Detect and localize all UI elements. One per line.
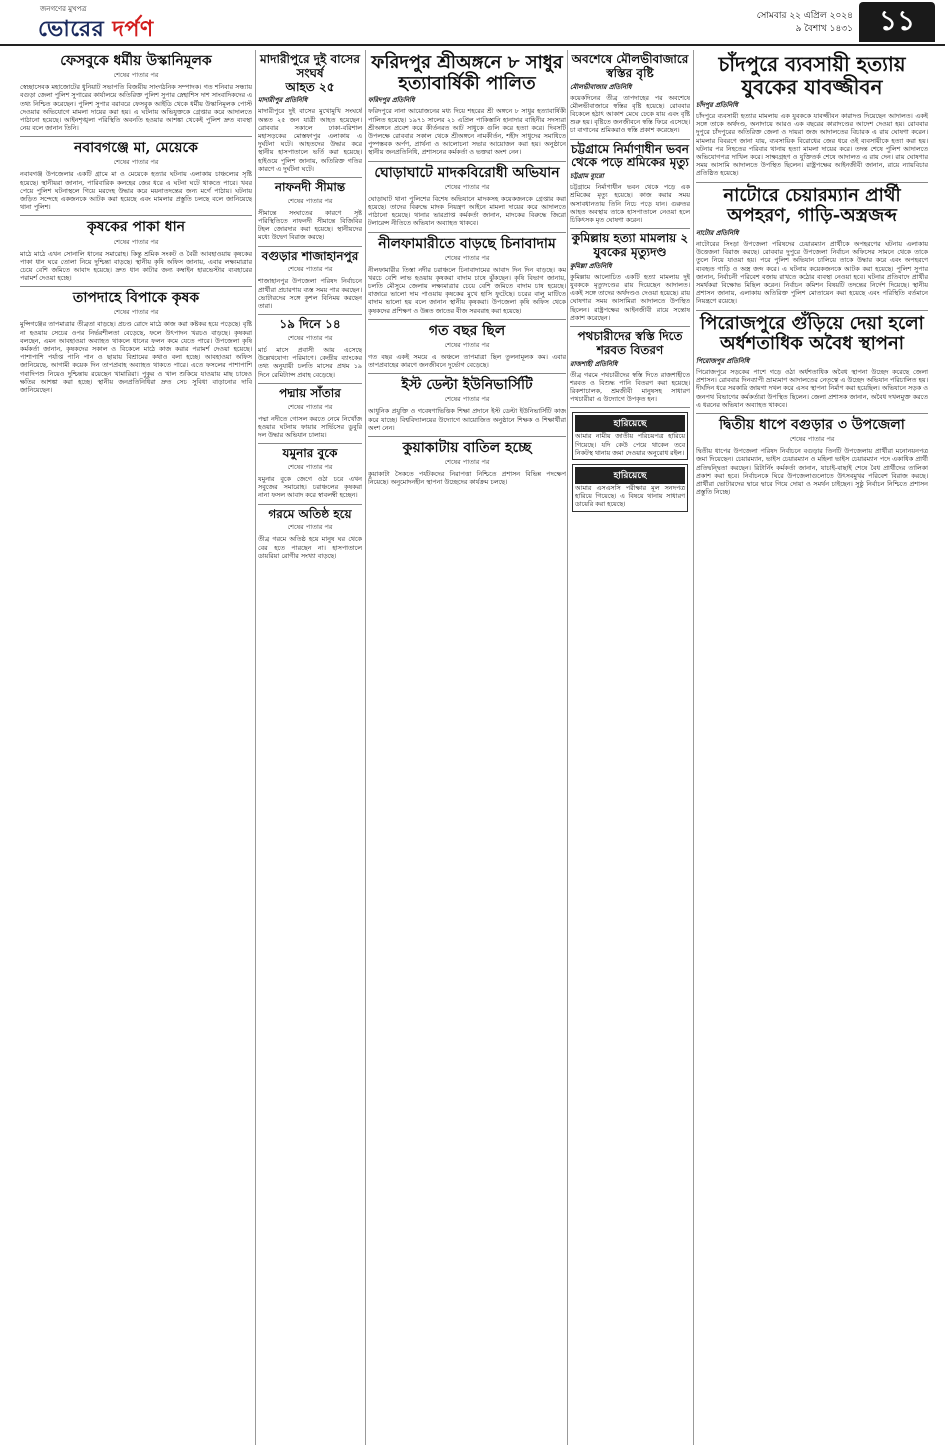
- article: [368, 437, 566, 491]
- article-headline: গরমে অতিষ্ঠ হয়ে: [268, 506, 352, 521]
- article-continuation: শেষের পাতার পর: [444, 395, 490, 404]
- article-body: নীলফামারীর তিস্তা নদীর চরাঞ্চলে চিনাবাদামের আবাদ দিন দিন বাড়ছে। কম খরচে বেশি লাভ হওয়ায় কৃষকরা বাদাম চাষে ঝুঁকছেন। কৃষি বিভাগ জানায়, চলতি মৌসুমে জেলায় লক্ষ্যমাত্রার চেয়ে বেশি জমিতে বাদাম চাষ হয়েছে। বাজারে ভালো দাম পাওয়ায় কৃষকের মুখে হাসি ফুটেছে। চরের বালু মাটিতে বাদাম ভালো হয় বলে জানান স্থানীয় কৃষকরা। উপজেলা কৃষি অফিস থেকে কৃষকদের প্রশিক্ষণ ও উন্নত জাতের বীজ সরবরাহ করা হয়েছে।: [368, 265, 566, 315]
- article-continuation: শেষের পাতার পর: [287, 463, 333, 472]
- column-3: [368, 50, 566, 1445]
- column-2: [258, 50, 362, 1445]
- article-headline: নাফনদী সীমান্ত: [274, 180, 346, 195]
- article-headline: নীলফামারীতে বাড়ছে চিনাবাদাম: [378, 235, 556, 252]
- article-byline: রাজশাহী প্রতিনিধি: [570, 359, 618, 368]
- article-continuation: শেষের পাতার পর: [113, 308, 159, 317]
- article: [258, 50, 362, 178]
- article-body: গত বছর একই সময়ে এ অঞ্চলে তাপমাত্রা ছিল তুলনামূলক কম। এবার তাপপ্রবাহের কারণে জনজীবনে দুর্ভোগ বেড়েছে।: [368, 352, 566, 370]
- article-body: নাটোরের সিংড়া উপজেলা পরিষদের চেয়ারম্যান প্রার্থীকে অপহরণের ঘটনায় এলাকায় উত্তেজনা বিরাজ করছে। রোববার দুপুরে উপজেলা নির্বাচন অফিসের সামনে থেকে তাকে তুলে নিয়ে যাওয়া হয়। পরে পুলিশ অভিযান চালিয়ে তাকে উদ্ধার করে এবং অপহরণে ব্যবহৃত গাড়ি ও অস্ত্র জব্দ করে। এ ঘটনায় কয়েকজনকে আটক করা হয়েছে। পুলিশ সুপার জানান, নির্বাচনী পরিবেশ বজায় রাখতে কঠোর ব্যবস্থা নেওয়া হবে। ঘটনার প্রতিবাদে প্রার্থীর সমর্থকরা বিক্ষোভ মিছিল করেন। নির্বাচন কমিশন বিষয়টি তদন্তের নির্দেশ দিয়েছে। স্থানীয় প্রশাসন জানায়, এলাকায় অতিরিক্ত পুলিশ মোতায়েন করা হয়েছে এবং পরিস্থিতি বর্তমানে নিয়ন্ত্রণে রয়েছে।: [696, 240, 928, 306]
- article-continuation: শেষের পাতার পর: [287, 523, 333, 532]
- article: [368, 233, 566, 320]
- column-4: [570, 50, 690, 1445]
- article-body: কুয়াকাটা সৈকতে পর্যটকদের নিরাপত্তা নিশ্চিতে প্রশাসন বিভিন্ন পদক্ষেপ নিয়েছে। অনুমোদনহীন স্থাপনা উচ্ছেদের কার্যক্রম চলছে।: [368, 470, 566, 487]
- article-body: আধুনিক প্রযুক্তি ও গবেষণাভিত্তিক শিক্ষা প্রদানে ইস্ট ডেল্টা ইউনিভার্সিটি কাজ করে যাচ্ছে। বিশ্ববিদ্যালয়ের উদ্যোগে আয়োজিত অনুষ্ঠানে শিক্ষক ও শিক্ষার্থীরা অংশ নেন।: [368, 407, 566, 432]
- article: [570, 140, 690, 230]
- newspaper-logo: [38, 12, 154, 49]
- article: [696, 311, 928, 414]
- article-byline: চাঁদপুর প্রতিনিধি: [696, 101, 738, 109]
- column-rule: [693, 50, 694, 1445]
- article: [368, 320, 566, 375]
- article-continuation: শেষের পাতার পর: [113, 158, 159, 167]
- article-body: মাঠে মাঠে এখন সোনালি ধানের সমারোহ। কিন্তু শ্রমিক সংকট ও বৈরী আবহাওয়ায় কৃষকের পাকা ধান ঘরে তোলা নিয়ে দুশ্চিন্তা বাড়ছে। স্থানীয় কৃষি অফিস জানায়, এবার লক্ষ্যমাত্রার চেয়ে বেশি জমিতে আবাদ হয়েছে। দ্রুত ধান কাটার জন্য কম্বাইন হারভেস্টার ব্যবহারের পরামর্শ দেওয়া হচ্ছে।: [20, 249, 252, 283]
- article: [696, 414, 928, 500]
- article-headline: অবশেষে মৌলভীবাজারে স্বস্তির বৃষ্টি: [571, 52, 689, 80]
- article-body: ফরিদপুরে নানা আয়োজনের মধ্য দিয়ে শহরের শ্রী অঙ্গনে ৮ সাধুর হত্যাবার্ষিকী পালিত হয়েছে। ১৯৭১ সালের ২১ এপ্রিল পাকিস্তানি হানাদার বাহিনীর সদস্যরা শ্রীঅঙ্গনে প্রবেশ করে কীর্তনরত আট সাধুকে গুলি করে হত্যা করে। দিবসটি উপলক্ষে রোববার সকাল থেকে শ্রীঅঙ্গনে নামকীর্তন, শহীদ সাধুদের সমাধিতে পুষ্পস্তবক অর্পণ, প্রার্থনা ও আলোচনা সভার আয়োজন করা হয়। অনুষ্ঠানে স্থানীয় জনপ্রতিনিধি, প্রশাসনের কর্মকর্তা ও ভক্তরা অংশ নেন।: [368, 107, 566, 157]
- article-headline: গত বছর ছিল: [428, 322, 506, 339]
- article-continuation: শেষের পাতার পর: [113, 71, 159, 80]
- article-body: পদ্মা নদীতে গোসল করতে নেমে নিখোঁজ হওয়ার ঘটনায় ফায়ার সার্ভিসের ডুবুরি দল উদ্ধার অভিযান চালায়।: [258, 414, 362, 440]
- article-body: মুন্সিগঞ্জের তাপমাত্রার তীব্রতা বাড়ছে। প্রচণ্ড রোদে মাঠে কাজ করা কষ্টকর হয়ে পড়েছে। বৃষ্টি না হওয়ায় সেচের ওপর নির্ভরশীলতা বেড়েছে, ফলে উৎপাদন খরচও বাড়ছে। কৃষকরা বলছেন, এমন আবহাওয়া অব্যাহত থাকলে ধানের ফলন কমে যেতে পারে। উপজেলা কৃষি কর্মকর্তা জানান, কৃষকদের সকাল ও বিকেলে মাঠে কাজ করার পরামর্শ দেওয়া হয়েছে। পাশাপাশি পর্যাপ্ত পানি পান ও ছায়ায় বিশ্রামের কথাও বলা হচ্ছে। আবহাওয়া অফিস জানিয়েছে, আগামী কয়েক দিন তাপপ্রবাহ অব্যাহত থাকতে পারে। এতে ফসলের পাশাপাশি গবাদিপশু নিয়েও দুশ্চিন্তায় রয়েছেন খামারিরা। পুকুর ও খাল শুকিয়ে যাওয়ায় মাছ চাষেও ক্ষতির আশঙ্কা করা হচ্ছে। স্থানীয় জনপ্রতিনিধিরা দ্রুত সেচ সুবিধা বাড়ানোর দাবি জানিয়েছেন।: [20, 320, 252, 395]
- column-rule: [567, 50, 568, 1445]
- article-byline: নাটোর প্রতিনিধি: [696, 229, 739, 237]
- article-headline: যমুনার বুকে: [282, 446, 338, 461]
- article-headline: চাঁদপুরে ব্যবসায়ী হত্যায় যুবকের যাবজ্জীবন: [718, 52, 906, 99]
- article-headline: ঘোড়াঘাটে মাদকবিরোধী অভিযান: [374, 164, 560, 181]
- article-body: চট্টগ্রামে নির্মাণাধীন ভবন থেকে পড়ে এক শ্রমিকের মৃত্যু হয়েছে। কাজ করার সময় অসাবধানতায় তিনি নিচে পড়ে যান। গুরুতর আহত অবস্থায় তাকে হাসপাতালে নেওয়া হলে চিকিৎসক মৃত ঘোষণা করেন।: [570, 183, 690, 225]
- classified-box: [572, 412, 688, 460]
- classified-body: আমার এসএসসি পরীক্ষার মূল সনদপত্র হারিয়ে গিয়েছে। এ বিষয়ে থানায় সাধারণ ডায়েরি করা হয়েছে।: [575, 484, 685, 509]
- article-continuation: শেষের পাতার পর: [287, 265, 333, 274]
- article-byline: পিরোজপুর প্রতিনিধি: [696, 357, 750, 365]
- column-1: [20, 50, 252, 1445]
- brand-part-a: ভোরের: [38, 17, 113, 42]
- article: [20, 137, 252, 216]
- article-headline: কুয়াকাটায় বাতিল হচ্ছে: [402, 440, 532, 457]
- article: [368, 50, 566, 162]
- article: [258, 247, 362, 316]
- article-headline: পিরোজপুরে গুঁড়িয়ে দেয়া হলো অর্ধশতাধিক অবৈধ স্থাপনা: [700, 312, 924, 355]
- article-continuation: শেষের পাতার পর: [287, 334, 333, 343]
- article-continuation: শেষের পাতার পর: [287, 196, 333, 205]
- article-headline: ইস্ট ডেল্টা ইউনিভার্সিটি: [401, 377, 533, 394]
- article-headline: মাদারীপুরে দুই বাসের সংঘর্ষ: [260, 52, 360, 80]
- article-continuation: শেষের পাতার পর: [287, 402, 333, 411]
- article-body: তীব্র গরমে অতিষ্ঠ হয়ে মানুষ ঘর থেকে বের হতে পারছেন না। হাসপাতালে ডায়রিয়া রোগীর সংখ্যা বাড়ছে।: [258, 535, 362, 560]
- article-headline: ফরিদপুর শ্রীঅঙ্গনে ৮ সাধুর হত্যাবার্ষিকী পালিত: [371, 52, 563, 94]
- article-headline: তাপদাহে বিপাকে কৃষক: [72, 290, 200, 307]
- article-body: ঘোড়াঘাট থানা পুলিশের বিশেষ অভিযানে মাদকসহ কয়েকজনকে গ্রেপ্তার করা হয়েছে। তাদের বিরুদ্ধে মাদক নিয়ন্ত্রণ আইনে মামলা দায়ের করে আদালতে পাঠানো হয়েছে। থানার ভারপ্রাপ্ত কর্মকর্তা জানান, মাদকের বিরুদ্ধে জিরো টলারেন্স নীতিতে অভিযান অব্যাহত থাকবে।: [368, 194, 566, 228]
- classified-box: [572, 464, 688, 512]
- article: [20, 287, 252, 398]
- article-headline: দ্বিতীয় ধাপে বগুড়ার ৩ উপজেলা: [719, 417, 905, 434]
- column-5: [696, 50, 928, 1445]
- page-number: ১১: [859, 2, 935, 42]
- article: [20, 50, 252, 137]
- article-byline: মাদারীপুর প্রতিনিধি: [258, 96, 308, 105]
- article: [696, 50, 928, 183]
- brand-tagline: জনগণের মুখপত্র: [40, 5, 87, 13]
- article-body: সীমান্তে সংঘাতের কারণে সৃষ্ট পরিস্থিতিতে নাফনদী সীমান্তে বিজিবির টহল জোরদার করা হয়েছে। স্থানীয়দের মধ্যে উদ্বেগ বিরাজ করছে।: [258, 208, 362, 242]
- article: [258, 384, 362, 444]
- article-headline: ফেসবুকে ধর্মীয় উস্কানিমূলক: [60, 53, 212, 69]
- article-headline: পথচারীদের স্বস্তি দিতে শরবত বিতরণ: [577, 329, 683, 357]
- article-continuation: শেষের পাতার পর: [444, 253, 490, 262]
- article-body: তীব্র গরমে পথচারীদের স্বস্তি দিতে রাজশাহীতে শরবত ও বিশুদ্ধ পানি বিতরণ করা হয়েছে। রিকশাচালক, শ্রমজীবী মানুষসহ সাধারণ পথচারীরা এ উদ্যোগে উপকৃত হন।: [570, 370, 690, 404]
- brand-part-b: দর্পণ: [112, 17, 154, 42]
- article-headline: নবাবগঞ্জে মা, মেয়েকে: [74, 140, 198, 157]
- article-body: মার্চ মাসে প্রবাসী আয় এসেছে উল্লেখযোগ্য পরিমাণে। কেন্দ্রীয় ব্যাংকের তথ্য অনুযায়ী চলতি মাসের প্রথম ১৯ দিনে রেমিট্যান্স প্রবাহ বেড়েছে।: [258, 346, 362, 379]
- article-headline: কুমিল্লায় হত্যা মামলায় ২ যুবকের মৃত্যুদণ্ড: [571, 231, 689, 260]
- article-body: মাদারীপুরে দুই বাসের মুখোমুখি সংঘর্ষে অন্তত ২৫ জন যাত্রী আহত হয়েছেন। রোববার সকালে ঢাকা-বরিশাল মহাসড়কের মোস্তফাপুর এলাকায় এ দুর্ঘটনা ঘটে। আহতদের উদ্ধার করে স্থানীয় হাসপাতালে ভর্তি করা হয়েছে। হাইওয়ে পুলিশ জানায়, অতিরিক্ত গতির কারণে এ দুর্ঘটনা ঘটে।: [258, 107, 362, 173]
- dateline: [757, 10, 853, 36]
- article-byline: ফরিদপুর প্রতিনিধি: [368, 96, 415, 105]
- article-body: দ্বিতীয় ধাপের উপজেলা পরিষদ নির্বাচনে বগুড়ার তিনটি উপজেলায় প্রার্থীরা মনোনয়নপত্র জমা দিয়েছেন। চেয়ারম্যান, ভাইস চেয়ারম্যান ও মহিলা ভাইস চেয়ারম্যান পদে একাধিক প্রার্থী প্রতিদ্বন্দ্বিতা করছেন। রিটার্নিং কর্মকর্তা জানান, যাচাই-বাছাই শেষে বৈধ প্রার্থীদের তালিকা প্রকাশ করা হবে। নির্বাচনকে ঘিরে উপজেলাগুলোতে উৎসবমুখর পরিবেশ বিরাজ করছে। প্রার্থীরা ভোটারদের দ্বারে দ্বারে গিয়ে দোয়া ও সমর্থন চাইছেন। সুষ্ঠু নির্বাচন নিশ্চিতে প্রশাসন প্রস্তুতি নিচ্ছে।: [696, 447, 928, 497]
- classified-title: হারিয়েছে: [575, 467, 685, 484]
- column-rule: [365, 50, 366, 1445]
- article: [258, 505, 362, 564]
- article-headline: চট্টগ্রামে নির্মাণাধীন ভবন থেকে পড়ে শ্রমিকের মৃত্যু: [571, 141, 689, 170]
- article: [570, 50, 690, 140]
- article-byline: মৌলভীবাজার প্রতিনিধি: [570, 82, 632, 91]
- masthead: [0, 0, 945, 46]
- article-subheadline: আহত ২৫: [285, 79, 335, 94]
- article-headline: বগুড়ার শাজাহানপুর: [261, 248, 359, 263]
- article-body: নবাবগঞ্জ উপজেলার একটি গ্রামে মা ও মেয়েকে হত্যার ঘটনায় এলাকায় চাঞ্চল্যের সৃষ্টি হয়েছে। স্থানীয়রা জানান, পারিবারিক কলহের জের ধরে এ ঘটনা ঘটে থাকতে পারে। খবর পেয়ে পুলিশ ঘটনাস্থলে গিয়ে মরদেহ উদ্ধার করে ময়নাতদন্তের জন্য মর্গে পাঠায়। ঘটনায় জড়িত সন্দেহে একজনকে আটক করা হয়েছে এবং মামলার প্রস্তুতি চলছে বলে জানিয়েছে থানা পুলিশ।: [20, 170, 252, 212]
- article-headline: কৃষকের পাকা ধান: [86, 219, 186, 236]
- article: [570, 229, 690, 327]
- article: [368, 162, 566, 233]
- date-bengali: ৯ বৈশাখ ১৪৩১: [795, 24, 853, 34]
- article: [20, 216, 252, 287]
- article-continuation: শেষের পাতার পর: [444, 458, 490, 467]
- article-headline: পদ্মায় সাঁতার: [279, 385, 341, 400]
- article-continuation: শেষের পাতার পর: [444, 182, 490, 191]
- article: [696, 183, 928, 311]
- article-byline: চট্টগ্রাম ব্যুরো: [570, 172, 604, 181]
- article: [258, 444, 362, 504]
- article: [258, 178, 362, 247]
- article-byline: কুমিল্লা প্রতিনিধি: [570, 261, 612, 270]
- article-body: স্বেচ্ছাসেবক মহাজোটের ধুনিয়াট সভাপতি বিজয়ীয় সাংগঠনিক সম্পাদক। গত শনিবার সন্ধ্যায় বগুড়া জেলা পুলিশ সুপারের কার্যালয়ে অতিরিক্ত পুলিশ সুপার স্নেহাশিস দাশ সাংবাদিকদের এ তথ্য নিশ্চিত করেছেন। পুলিশ সুপার বরাবরে ফেসবুক আইডি থেকে ধর্মীয় উস্কানিমূলক পোস্ট দেওয়ার অভিযোগে মামলা দায়ের করা হয়। এ ঘটনায় অভিযুক্তকে গ্রেপ্তার করে আদালতে পাঠানো হয়েছে। আইনশৃঙ্খলা পরিস্থিতি অবনতি হওয়ার আশঙ্কা থেকেই পুলিশ দ্রুত ব্যবস্থা নেয় বলে জানান তিনি।: [20, 83, 252, 133]
- date-gregorian: সোমবার ২২ এপ্রিল ২০২৪: [756, 11, 853, 21]
- article-body: শাজাহানপুর উপজেলা পরিষদ নির্বাচনে প্রার্থীরা প্রচারণায় ব্যস্ত সময় পার করছেন। ভোটারদের সঙ্গে কুশল বিনিময় করছেন তারা।: [258, 277, 362, 311]
- article-body: কয়েকদিনের তীব্র তাপদাহের পর অবশেষে মৌলভীবাজারে স্বস্তির বৃষ্টি হয়েছে। রোববার বিকেলে হঠাৎ আকাশ মেঘে ঢেকে যায় এবং বৃষ্টি শুরু হয়। বৃষ্টিতে জনজীবনে স্বস্তি ফিরে এসেছে। চা বাগানের শ্রমিকরাও স্বস্তি প্রকাশ করেছেন।: [570, 93, 690, 135]
- article-continuation: শেষের পাতার পর: [113, 237, 159, 246]
- column-rule: [255, 50, 256, 1445]
- classified-title: হারিয়েছে: [575, 415, 685, 432]
- article-body: কুমিল্লায় আলোচিত একটি হত্যা মামলায় দুই যুবককে মৃত্যুদণ্ডের রায় দিয়েছেন আদালত। একই সঙ্গে তাদের অর্থদণ্ডও দেওয়া হয়েছে। রায় ঘোষণার সময় আসামিরা আদালতে উপস্থিত ছিলেন। রাষ্ট্রপক্ষের আইনজীবী রায়ে সন্তোষ প্রকাশ করেছেন।: [570, 272, 690, 322]
- article-continuation: শেষের পাতার পর: [789, 435, 835, 444]
- classified-body: আমার নামীয় জাতীয় পরিচয়পত্র হারিয়ে গিয়েছে। যদি কেউ পেয়ে থাকেন তবে নিকটস্থ থানায় জমা দেওয়ার অনুরোধ রইল।: [575, 432, 685, 457]
- article-continuation: শেষের পাতার পর: [444, 340, 490, 349]
- article: [368, 374, 566, 437]
- article-body: যমুনার বুকে জেগে ওঠা চরে এখন সবুজের সমারোহ। চরাঞ্চলের কৃষকরা নানা ফসল আবাদ করে স্বাবলম্বী হচ্ছেন।: [258, 475, 362, 500]
- article-headline: ১৯ দিনে ১৪: [279, 317, 341, 332]
- article-body: চাঁদপুরে ব্যবসায়ী হত্যার মামলায় এক যুবককে যাবজ্জীবন কারাদণ্ড দিয়েছেন আদালত। একই সঙ্গে তাকে অর্থদণ্ড, অনাদায়ে আরও এক বছরের কারাদণ্ডের আদেশ দেওয়া হয়। রোববার দুপুরে চাঁদপুরের অতিরিক্ত জেলা ও দায়রা জজ আদালতের বিচারক এ রায় ঘোষণা করেন। মামলার বিবরণে জানা যায়, ব্যবসায়িক বিরোধের জের ধরে ওই ব্যবসায়ীকে হত্যা করা হয়। ঘটনার পর নিহতের পরিবার থানায় হত্যা মামলা দায়ের করে। তদন্ত শেষে পুলিশ আদালতে অভিযোগপত্র দাখিল করে। সাক্ষ্যগ্রহণ ও যুক্তিতর্ক শেষে আদালত এ রায় দেন। রায় ঘোষণার সময় আসামি আদালতে উপস্থিত ছিলেন। রাষ্ট্রপক্ষের আইনজীবী জানান, রায়ে ন্যায়বিচার প্রতিষ্ঠিত হয়েছে।: [696, 112, 928, 178]
- article-headline: নাটোরে চেয়ারম্যান প্রার্থী অপহরণ, গাড়ি-অস্ত্রজব্দ: [723, 184, 901, 227]
- article: [570, 327, 690, 408]
- article: [258, 315, 362, 384]
- article-body: পিরোজপুরে সড়কের পাশে গড়ে ওঠা অর্ধশতাধিক অবৈধ স্থাপনা উচ্ছেদ করেছে জেলা প্রশাসন। রোববার দিনব্যাপী ভ্রাম্যমাণ আদালতের নেতৃত্বে এ উচ্ছেদ অভিযান পরিচালিত হয়। দীর্ঘদিন ধরে সরকারি জায়গা দখল করে এসব স্থাপনা নির্মাণ করা হয়েছিল। অভিযানে সড়ক ও জনপথ বিভাগের কর্মকর্তারা উপস্থিত ছিলেন। জেলা প্রশাসক জানান, অবৈধ দখলমুক্ত করতে এ ধরনের অভিযান অব্যাহত থাকবে।: [696, 368, 928, 409]
